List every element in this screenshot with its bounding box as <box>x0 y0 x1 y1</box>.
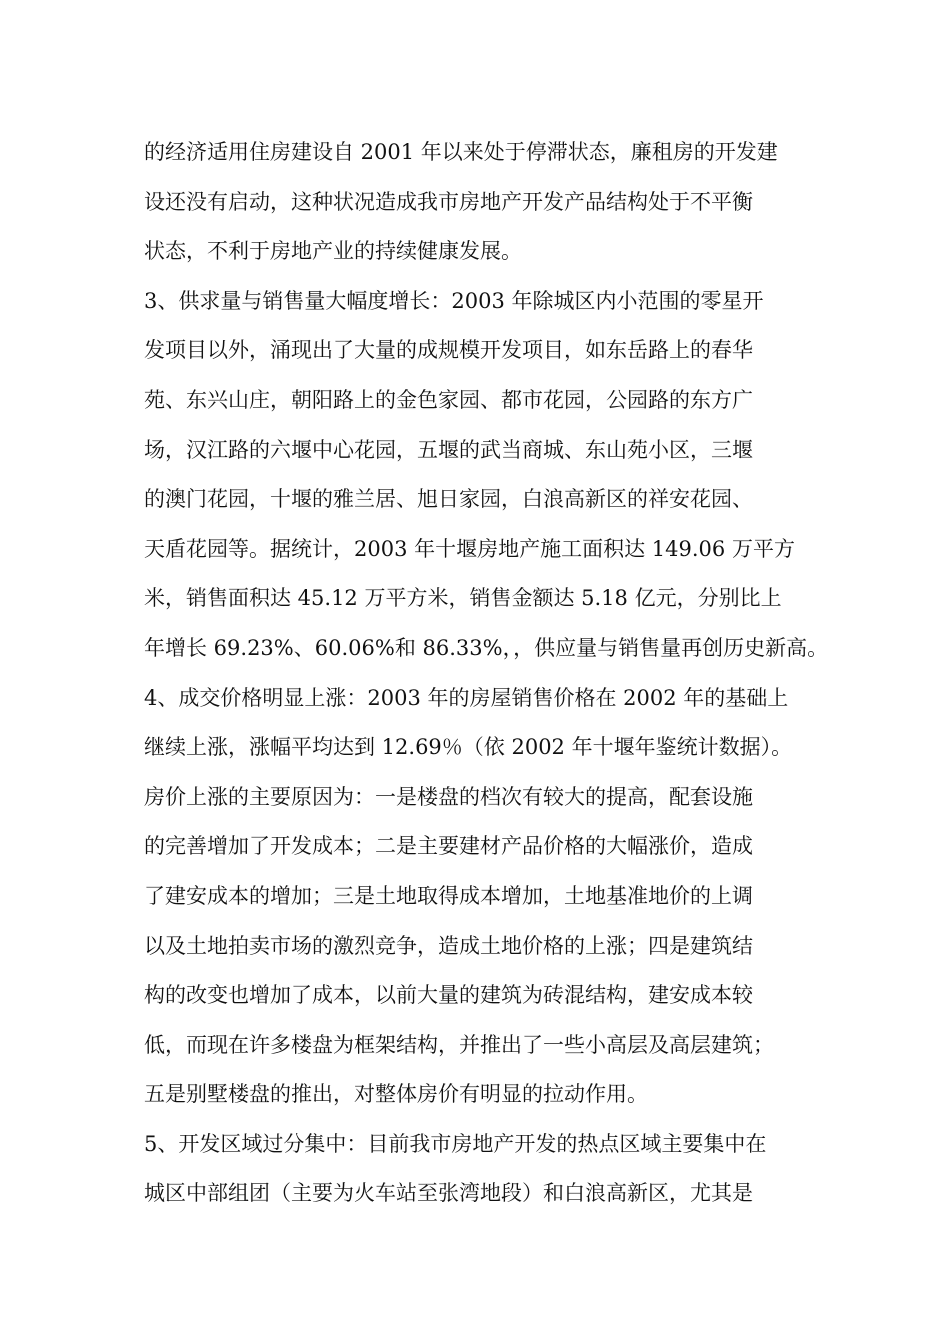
text-line: 设还没有启动，这种状况造成我市房地产开发产品结构处于不平衡 <box>144 189 753 214</box>
text-line: 状态，不利于房地产业的持续健康发展。 <box>144 239 522 264</box>
text-line: 米，销售面积达 45.12 万平方米，销售金额达 5.18 亿元，分别比上 <box>144 586 782 611</box>
text-line: 的经济适用住房建设自 2001 年以来处于停滞状态，廉租房的开发建 <box>144 140 778 164</box>
paragraph-price-increase <box>144 674 834 1120</box>
paragraph-supply-sales-growth <box>144 277 834 674</box>
text-line: 天盾花园等。据统计，2003 年十堰房地产施工面积达 149.06 万平方 <box>144 536 795 561</box>
text-line: 低，而现在许多楼盘为框架结构，并推出了一些小高层及高层建筑； <box>144 1032 774 1057</box>
text-line: 4、成交价格明显上涨：2003 年的房屋销售价格在 2002 年的基础上 <box>144 685 789 710</box>
text-line: 了建安成本的增加；三是土地取得成本增加，土地基准地价的上调 <box>144 883 753 908</box>
text-line: 的澳门花园，十堰的雅兰居、旭日家园，白浪高新区的祥安花园、 <box>144 487 753 512</box>
text-line: 发项目以外，涌现出了大量的成规模开发项目，如东岳路上的春华 <box>144 338 753 363</box>
text-line: 构的改变也增加了成本，以前大量的建筑为砖混结构，建安成本较 <box>144 983 753 1008</box>
text-line: 5、开发区域过分集中：目前我市房地产开发的热点区域主要集中在 <box>144 1131 767 1156</box>
paragraph-housing-structure <box>144 128 834 277</box>
text-line: 苑、东兴山庄，朝阳路上的金色家园、都市花园，公园路的东方广 <box>144 387 753 412</box>
text-line: 继续上涨，涨幅平均达到 12.69％（依 2002 年十堰年鉴统计数据）。 <box>144 735 793 760</box>
text-line: 年增长 69.23%、60.06%和 86.33%，，供应量与销售量再创历史新高。 <box>144 635 829 660</box>
paragraph-development-area <box>144 1120 834 1219</box>
text-line: 房价上涨的主要原因为：一是楼盘的档次有较大的提高，配套设施 <box>144 784 753 809</box>
text-line: 五是别墅楼盘的推出，对整体房价有明显的拉动作用。 <box>144 1082 648 1107</box>
text-line: 场，汉江路的六堰中心花园，五堰的武当商城、东山苑小区，三堰 <box>144 437 753 462</box>
text-line: 以及土地拍卖市场的激烈竞争，造成土地价格的上涨；四是建筑结 <box>144 933 753 958</box>
text-line: 3、供求量与销售量大幅度增长：2003 年除城区内小范围的零星开 <box>144 288 764 313</box>
text-line: 城区中部组团（主要为火车站至张湾地段）和白浪高新区，尤其是 <box>144 1181 753 1206</box>
document-body <box>144 128 834 1219</box>
text-line: 的完善增加了开发成本；二是主要建材产品价格的大幅涨价，造成 <box>144 834 753 859</box>
